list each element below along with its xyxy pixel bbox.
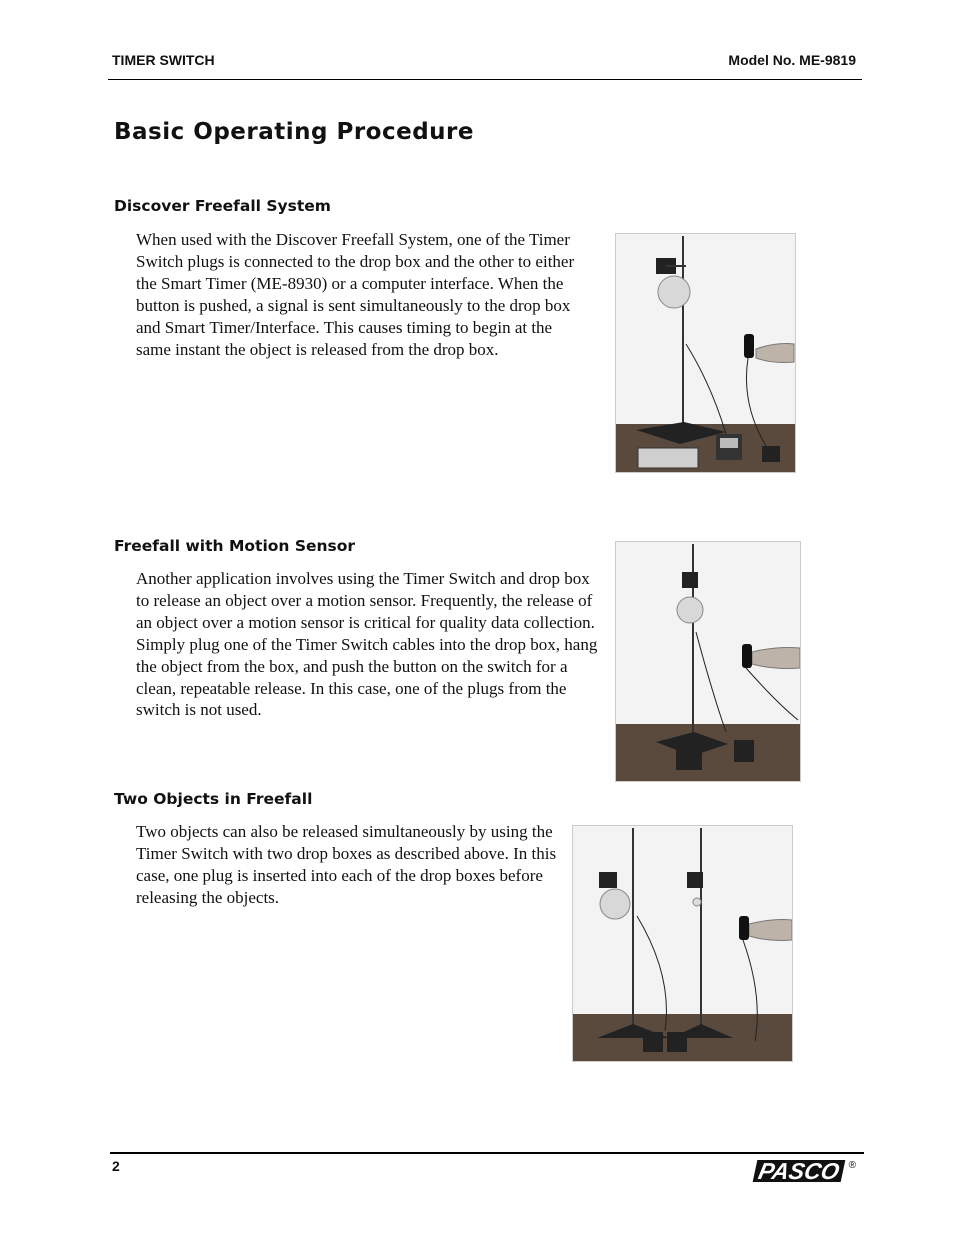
section-body-two-objects: Two objects can also be released simultaneously by using the Timer Switch with two drop boxes as described above. In this case, one plug is inserted into each of the drop boxes before releasing the objects.	[136, 822, 557, 907]
section-heading-motion-sensor: Freefall with Motion Sensor	[114, 537, 356, 555]
footer-rule	[110, 1152, 864, 1154]
section-body-motion-sensor: Another application involves using the Timer Switch and drop box to release an object over a motion sensor. Frequently, the release of an object over a motion sensor is critical for quality data collection. Simply plug one of the Timer Switch cables into the drop box, hang the object from the box, and push the button on the switch for a clean, repeatable release. In this case, one of the plugs from the switch is not used.	[136, 569, 598, 720]
pasco-logo	[755, 1160, 856, 1182]
photo-two-objects-setup	[572, 825, 793, 1062]
page-number: 2	[112, 1158, 120, 1174]
section-heading-discover-freefall: Discover Freefall System	[114, 197, 331, 215]
header-title: TIMER SWITCH	[112, 52, 215, 68]
header-rule	[108, 79, 862, 80]
section-heading-two-objects: Two Objects in Freefall	[114, 790, 313, 808]
pasco-logo-wordmark: PASCO	[752, 1160, 845, 1182]
photo-discover-freefall-setup	[615, 233, 796, 473]
page-title: Basic Operating Procedure	[114, 119, 474, 145]
header-model-number: Model No. ME-9819	[728, 52, 856, 68]
registered-mark: ®	[848, 1160, 856, 1171]
photo-motion-sensor-setup	[615, 541, 801, 782]
section-body-discover-freefall: When used with the Discover Freefall System, one of the Timer Switch plugs is connected to the drop box and the other to either the Smart Timer (ME-8930) or a computer interface. When the button is pushed, a signal is sent simultaneously to the drop box and Smart Timer/Interface. This causes timing to begin at the same instant the object is released from the drop box.	[136, 230, 575, 359]
